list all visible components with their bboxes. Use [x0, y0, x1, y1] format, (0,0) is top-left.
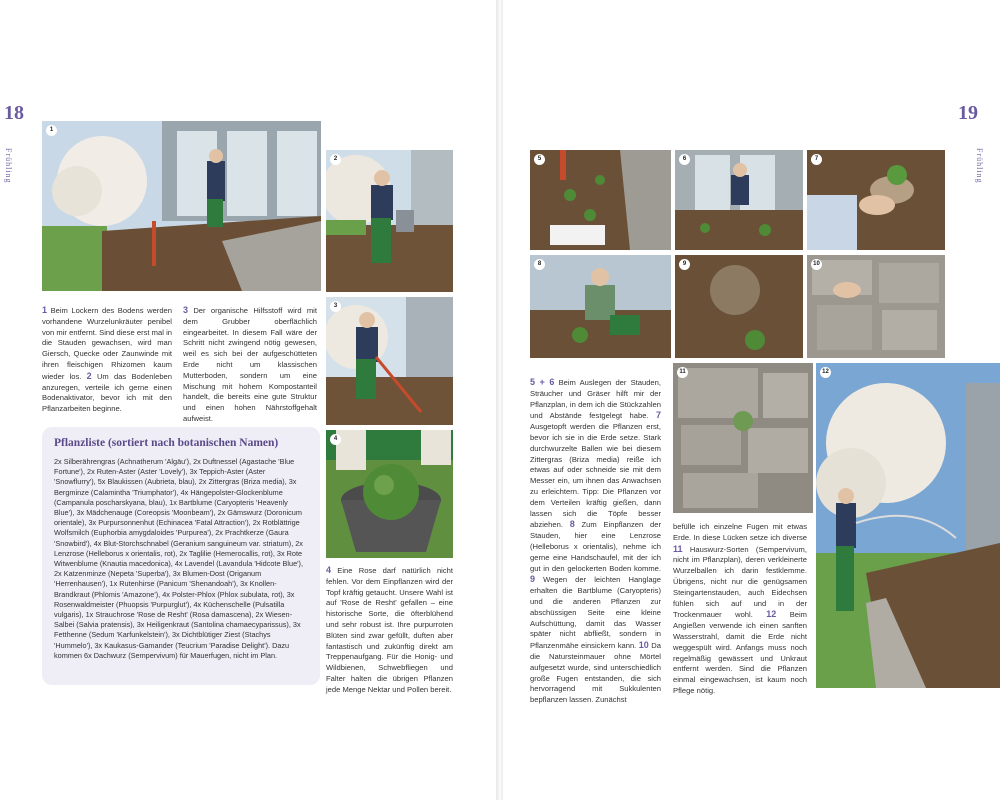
caption-5-10: [530, 377, 661, 706]
plant-list-title: Pflanzliste (sortiert nach botanischen Namen): [54, 437, 279, 449]
photo-1-gardener-digging: [42, 121, 321, 291]
photo-12-gardener-watering-hose: [816, 363, 1000, 688]
plant-list-text: 2x Silberährengras (Achnatherum 'Algäu'), 2x Duftnessel (Agastache 'Blue Fortune'), 2x Ruten-Aster (Aster 'Lovely'), 3x Teppich-Aster (Aster 'Snowflurry'), 5x Blaukissen (Aubrieta, blau), 2x Zittergras (Briza media), 3x Bergminze (Calamintha 'Triumphator'), 4x Hängepolster-Glockenblume (Campanula poscharskyana, blau), 1x Bartblume (Caryopteris 'Heavenly Blue'), 3x Mädchenauge (Coreopsis 'Moonbeam'), 2x Gämswurz (Doronicum orientale), 3x Purpursonnenhut (Echinacea 'Fatal Attraction'), 2x Rotblättrige Wolfsmilch (Euphorbia amygdaloides 'Purpurea'), 2x Prachtkerze (Gaura 'Snowbird'), 4x Blut-Storchschnabel (Geranium sanguineum var. striatum), 2x Lenzrose (Helleborus x orientalis, rot), 2x Taglilie (Hemerocallis, rot), 3x Rote Witwenblume (Knautia macedonica), 4x Lavendel (Lavandula 'Hidcote Blue'), 2x Katzenminze (Nepeta 'Superba'), 3x Blumen-Dost (Origanum 'Herrenhausen'), 1x Rutenhirse (Panicum 'Shenandoah'), 3x Knollen-Brandkraut (Phlomis 'Amazone'), 4x Polster-Phlox (Phlox subulata, rot), 3x Rosenwaldmeister (Phuopsis 'Purpurglut'), 4x Küchenschelle (Pulsatilla vulgaris), 1x Strauchrose 'Rose de Resht' (Rosa damascena), 2x Wiesen-Salbei (Salvia pratensis), 3x Heiligenkraut (Santolina chamaecyparissus), 3x Fetthenne (Sedum 'Karfunkelstein'), 3x Dichtblütiger Ziest (Stachys 'Hummelo'), 3x Kaukasus-Gamander (Teucrium 'Paradise Delight'). Dazu kommen 6x Dachwurz (Sempervivum) für Mauerfugen, nicht im Plan.: [54, 457, 303, 660]
step-number-3: 3: [183, 305, 189, 315]
left-page: [0, 0, 497, 800]
photo-tag-12: 12: [820, 367, 831, 378]
step-number-12: 12: [766, 609, 777, 620]
photo-tag-2: 2: [330, 154, 341, 165]
step-number-10: 10: [638, 640, 649, 651]
photo-tag-8: 8: [534, 259, 545, 270]
caption-11-12: [673, 522, 807, 697]
photo-6-gardener-placing-pots: [675, 150, 803, 250]
caption-1-text: Beim Lockern des Bodens werden vorhandene Wurzelunkräuter penibel von mir entfernt. Sind diese erst mal in die Stauden gewachsen, wird man Giersch, Quecke oder Zaunwinde mit ihren fleischigen Rhizomen kaum wieder los.: [42, 306, 172, 381]
right-page: [503, 0, 1000, 800]
caption-5-6-text: Beim Auslegen der Stauden, Sträucher und Gräser hilft mir der Pflanzplan, in dem ich die Stückzahlen und Abstände festgelegt habe.: [530, 378, 661, 421]
photo-3-gardener-raking: [326, 297, 453, 425]
photo-tag-10: 10: [811, 259, 822, 270]
photo-11-succulent-in-wall: [673, 363, 813, 513]
photo-tag-1: 1: [46, 125, 57, 136]
page-number-left: 18: [4, 102, 24, 124]
photo-tag-3: 3: [330, 301, 341, 312]
photo-2-gardener-watering-can: [326, 150, 453, 292]
caption-4-text: Eine Rose darf natürlich nicht fehlen. Vor dem Einpflanzen wird der Topf kräftig getaucht. Unsere Wahl ist auf 'Rose de Resht' gefallen – eine historische Sorte, die öfterblühend und sehr robust ist. Ihre purpurroten Blüten sind zwar gefüllt, duften aber fantastisch und zukünftig direkt am Treppenaufgang. Für die Honig- und Wildbienen, Schwebfliegen und Falter halten die übrigen Pflanzen jede Menge Nektar und Pollen bereit.: [326, 566, 453, 694]
caption-1-2: [42, 305, 172, 415]
photo-10-stone-wall-joint: [807, 255, 945, 358]
section-label-right: Frühling: [975, 148, 984, 184]
caption-7-text: Ausgetopft werden die Pflanzen erst, bevor ich sie in die Erde setze. Stark durchwurzelte Ballen wie bei diesem Zittergras (Briza media) reiße ich etwas auf oder schneide sie mit dem Messer ein, um ihnen das Anwachsen zu erleichtern. Tipp: Die Pflanzen vor dem Verteilen kräftig gießen, dann lassen sich die Töpfe besser abziehen.: [530, 422, 661, 530]
page-number-right: 19: [958, 102, 978, 124]
caption-11-text: Hauswurz-Sorten (Sempervivum, nicht im Pflanzplan), deren verkleinerte Wurzelballen ich darin festklemme. Übrigens, nicht nur die genügsamen Steingartenstauden, auch Eidechsen fühlen sich auf und in der Trockenmauer wohl.: [673, 544, 807, 620]
step-number-11: 11: [673, 543, 683, 554]
step-number-4: 4: [326, 565, 332, 575]
photo-8-gardener-planting: [530, 255, 671, 358]
photo-tag-6: 6: [679, 154, 690, 165]
caption-3: [183, 305, 317, 425]
step-number-7: 7: [655, 410, 661, 421]
step-number-5-6: 5 + 6: [530, 377, 555, 387]
caption-9-text: Wegen der leichten Hanglage erhalten die Bartblume (Caryopteris) und die anderen Pflanzen zur abschüssigen Seite eine kleine Aufschüttung, damit das Wasser später nicht abfließt, sondern in Pflanzenmähe einsickern kann.: [530, 575, 661, 651]
plant-list-box: [42, 427, 320, 685]
photo-tag-9: 9: [679, 259, 690, 270]
caption-3-text: Der organische Hilfsstoff wird mit dem Grubber oberflächlich eingearbeitet. In diesem Fall wäre der Schritt nicht zwingend nötig gewesen, weil es sich bei der aufgeschütteten Erde nicht um klassischen Mutterboden, sondern um eine Mischung mit hohem Kompostanteil handelt, die bereits eine gute Struktur und einen hohen Nährstoffgehalt aufweist.: [183, 306, 317, 423]
caption-2-text: Um das Bodenleben anzuregen, verteile ich gerne einen Bodenaktivator, bevor ich mit den Pflanzarbeiten beginne.: [42, 371, 172, 414]
photo-tag-5: 5: [534, 154, 545, 165]
photo-9-bush-soil-mound: [675, 255, 803, 358]
photo-tag-4: 4: [330, 434, 341, 445]
step-number-1: 1: [42, 305, 48, 315]
photo-7-rootball-hands: [807, 150, 945, 250]
caption-8-text: Zum Einpflanzen der Stauden, hier eine Lenzrose (Helleborus x orientalis), nehme ich gerne eine Handschaufel, mit der ich gut in den gelockerten Boden komme.: [530, 520, 661, 573]
step-number-8: 8: [569, 519, 575, 530]
caption-4: [326, 565, 453, 696]
photo-tag-7: 7: [811, 154, 822, 165]
caption-12-text: Beim Angießen verwende ich einen sanften Wasserstrahl, damit die Erde nicht weggespült wird. Anfangs muss noch regelmäßig gewässert und Unkraut entfernt werden. Sind die Pflanzen einmal eingewachsen, ist kaum noch Pflege nötig.: [673, 610, 807, 695]
caption-10-text: Da die Natursteinmauer ohne Mörtel aufgesetzt wurde, sind unterschiedlich große Fugen entstanden, die sich hervorragend mit Sukkulenten bepflanzen lassen. Zunächst: [530, 641, 661, 705]
photo-tag-11: 11: [677, 367, 688, 378]
step-number-2: 2: [86, 370, 92, 381]
photo-4-rose-in-bucket: [326, 430, 453, 558]
photo-5-plant-layout: [530, 150, 671, 250]
section-label-left: Frühling: [4, 148, 13, 184]
caption-10-cont-text: befülle ich einzelne Fugen mit etwas Erde. In diese Lücken setze ich diverse: [673, 522, 807, 542]
step-number-9: 9: [530, 574, 536, 585]
